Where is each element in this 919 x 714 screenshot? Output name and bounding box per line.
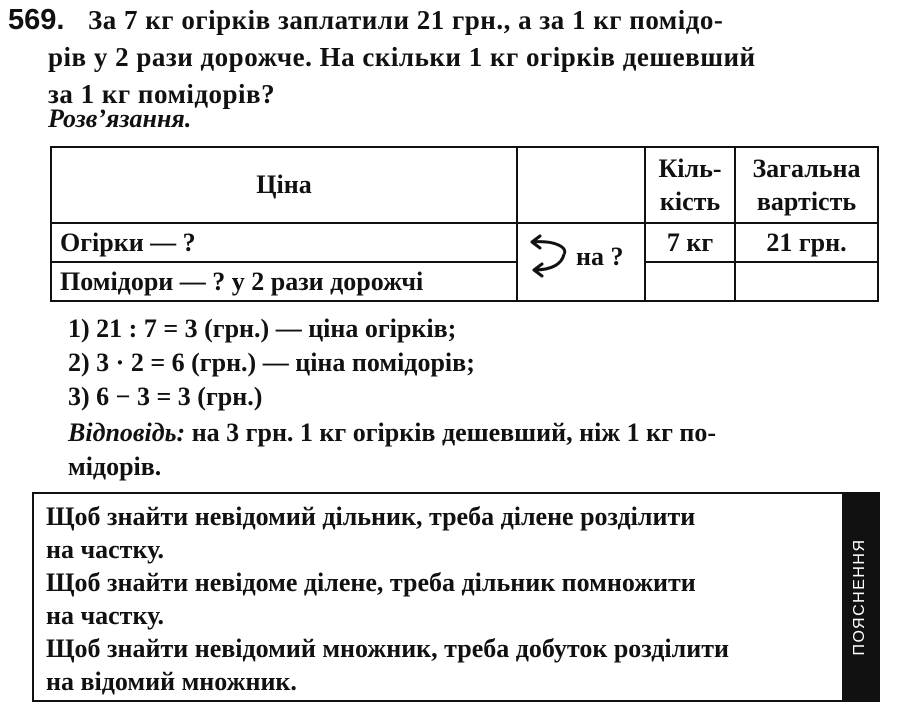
table-row	[51, 223, 878, 262]
table-row	[51, 262, 878, 301]
step-3: 3) 6 − 3 = 3 (грн.)	[68, 382, 263, 411]
rule-line-1: Щоб знайти невідомий дільник, треба ділене розділити	[46, 502, 696, 531]
step-1: 1) 21 : 7 = 3 (грн.) — ціна огірків;	[68, 314, 457, 343]
answer-text-1: на 3 грн. 1 кг огірків дешевший, ніж 1 кг по-	[191, 418, 717, 447]
answer-label: Відповідь:	[68, 418, 186, 447]
row-tomatoes-label: Помідори — ? у 2 рази дорожчі	[51, 262, 517, 301]
curved-arrows-icon	[526, 232, 570, 278]
problem-number: 569.	[8, 4, 65, 36]
side-label: ПОЯСНЕННЯ	[851, 538, 868, 656]
header-total-line-1: Загальна	[752, 154, 861, 183]
answer-line-1	[68, 416, 716, 450]
comparison-label: на ?	[576, 242, 624, 271]
rule-line-3: Щоб знайти невідоме ділене, треба дільник помножити	[46, 568, 696, 597]
header-total-line-2: вартість	[756, 187, 857, 216]
solution-table	[50, 146, 879, 302]
header-quantity-line-2: кість	[659, 187, 721, 216]
rule-line-5: Щоб знайти невідомий множник, треба добуток розділити	[46, 634, 729, 663]
problem-line-3: за 1 кг помідорів?	[48, 79, 276, 109]
header-quantity-line-1: Кіль-	[658, 154, 722, 183]
rule-box	[32, 492, 880, 702]
problem-line-1: За 7 кг огірків заплатили 21 грн., а за 1 кг помідо-	[88, 5, 724, 35]
side-tab	[842, 494, 878, 700]
header-total	[735, 147, 878, 223]
row-cucumbers-total: 21 грн.	[735, 223, 878, 262]
row-tomatoes-total	[735, 262, 878, 301]
problem-line-2: рів у 2 рази дорожче. На скільки 1 кг огірків дешевший	[48, 42, 756, 72]
step-2: 2) 3 · 2 = 6 (грн.) — ціна помідорів;	[68, 348, 475, 377]
answer-text-2: мідорів.	[68, 452, 162, 481]
rule-line-4: на частку.	[46, 601, 164, 630]
header-empty	[517, 147, 645, 223]
solution-heading: Розв’язання.	[48, 104, 192, 133]
row-cucumbers-label: Огірки — ?	[51, 223, 517, 262]
row-tomatoes-quantity	[645, 262, 735, 301]
header-quantity	[645, 147, 735, 223]
row-cucumbers-quantity: 7 кг	[645, 223, 735, 262]
rule-line-2: на частку.	[46, 535, 164, 564]
rule-line-6: на відомий множник.	[46, 667, 297, 696]
comparison-cell	[517, 223, 645, 301]
header-price: Ціна	[51, 147, 517, 223]
